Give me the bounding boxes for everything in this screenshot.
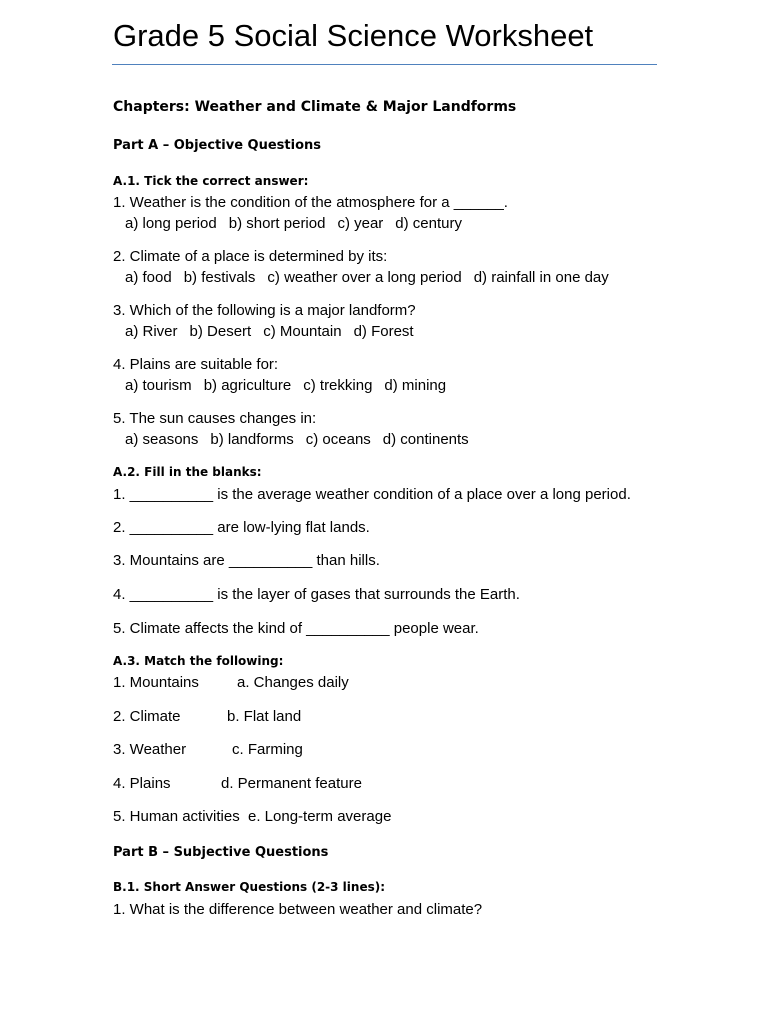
option: b) Desert [189, 323, 252, 340]
a1-heading: A.1. Tick the correct answer: [113, 174, 309, 188]
a1-options-5 [125, 431, 481, 448]
match-left-3: 3. Weather [113, 741, 187, 758]
match-left-4: 4. Plains [113, 775, 171, 792]
title-underline [112, 64, 657, 65]
part-b-heading: Part B – Subjective Questions [113, 845, 329, 860]
a1-options-4 [125, 377, 458, 394]
a1-options-2 [125, 269, 621, 286]
page-title: Grade 5 Social Science Worksheet [113, 18, 594, 53]
b1-question-1: 1. What is the difference between weather and climate? [113, 901, 483, 918]
a2-blank-5: 5. Climate affects the kind of __________ people wear. [113, 620, 479, 637]
match-left-2: 2. Climate [113, 708, 181, 725]
option: d) Forest [353, 323, 414, 340]
match-right-3: c. Farming [232, 741, 303, 758]
a3-heading: A.3. Match the following: [113, 654, 284, 668]
a2-blank-1: 1. __________ is the average weather condition of a place over a long period. [113, 486, 631, 503]
option: c) oceans [305, 431, 371, 448]
a1-question-5: 5. The sun causes changes in: [113, 410, 317, 427]
option: b) festivals [183, 269, 256, 286]
a1-question-2: 2. Climate of a place is determined by its: [113, 248, 388, 265]
option: b) landforms [210, 431, 294, 448]
b1-heading: B.1. Short Answer Questions (2-3 lines): [113, 880, 386, 894]
option: d) rainfall in one day [473, 269, 609, 286]
option: a) seasons [125, 431, 199, 448]
option: c) Mountain [263, 323, 342, 340]
option: b) agriculture [203, 377, 292, 394]
option: a) tourism [125, 377, 192, 394]
a1-question-3: 3. Which of the following is a major landform? [113, 302, 416, 319]
a2-blank-2: 2. __________ are low-lying flat lands. [113, 519, 370, 536]
option: a) food [125, 269, 172, 286]
match-right-1: a. Changes daily [237, 674, 349, 691]
option: a) long period [125, 215, 217, 232]
option: a) River [125, 323, 178, 340]
option: b) short period [228, 215, 326, 232]
option: c) year [337, 215, 384, 232]
option: d) century [395, 215, 462, 232]
a2-blank-3: 3. Mountains are __________ than hills. [113, 552, 380, 569]
match-right-2: b. Flat land [227, 708, 302, 725]
a2-heading: A.2. Fill in the blanks: [113, 465, 262, 479]
a1-options-3 [125, 323, 426, 340]
a1-question-1: 1. Weather is the condition of the atmosphere for a ______. [113, 194, 508, 211]
chapters-heading: Chapters: Weather and Climate & Major Landforms [113, 99, 517, 115]
option: d) mining [384, 377, 447, 394]
a1-options-1 [125, 215, 474, 232]
match-right-4: d. Permanent feature [221, 775, 362, 792]
option: d) continents [382, 431, 469, 448]
match-right-5: e. Long-term average [248, 808, 392, 825]
a1-question-4: 4. Plains are suitable for: [113, 356, 279, 373]
match-left-1: 1. Mountains [113, 674, 199, 691]
a2-blank-4: 4. __________ is the layer of gases that surrounds the Earth. [113, 586, 520, 603]
option: c) weather over a long period [267, 269, 462, 286]
match-left-5: 5. Human activities [113, 808, 240, 825]
part-a-heading: Part A – Objective Questions [113, 138, 321, 153]
option: c) trekking [303, 377, 373, 394]
